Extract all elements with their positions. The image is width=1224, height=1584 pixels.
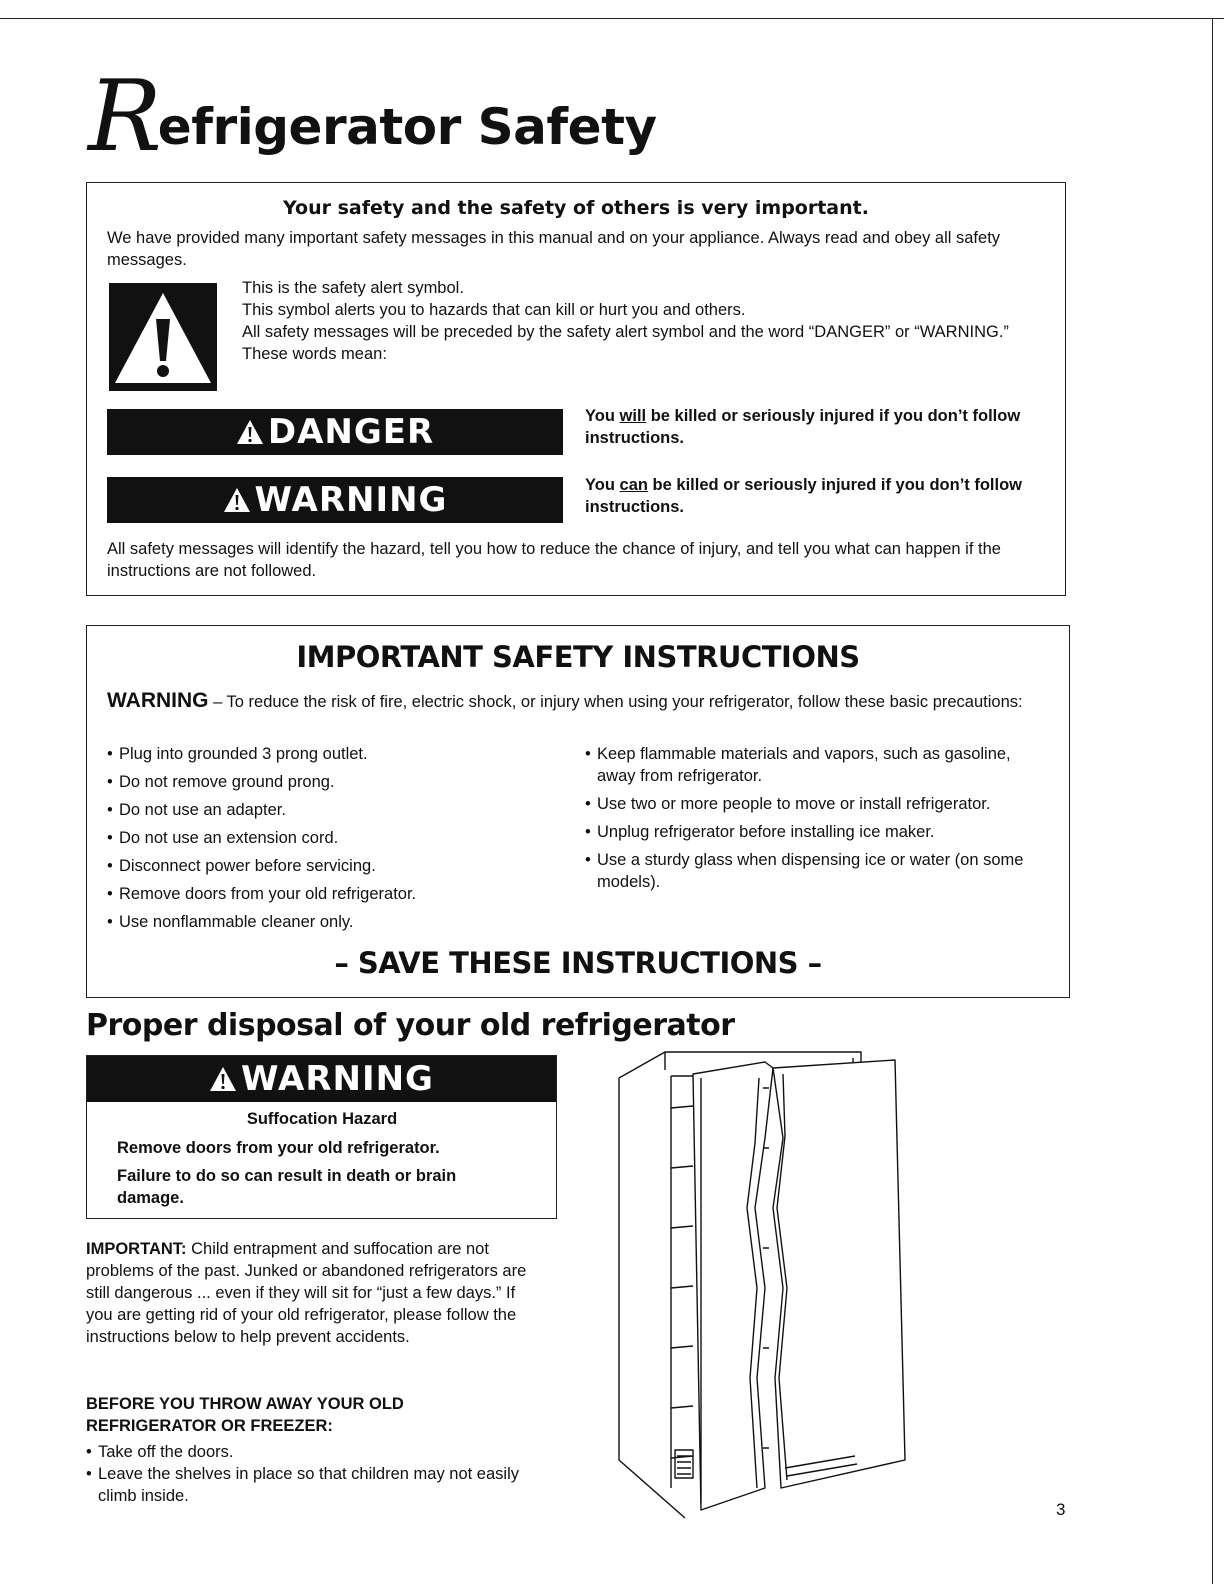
warning-signal-bar — [107, 477, 563, 523]
instructions-warning-word: WARNING — [107, 689, 209, 712]
list-item: • Use a sturdy glass when dispensing ice or water (on some models). — [585, 849, 1037, 893]
warning-label: WARNING — [254, 480, 448, 520]
list-item: • Disconnect power before servicing. — [107, 855, 547, 877]
danger-label: DANGER — [267, 412, 435, 452]
important-paragraph — [86, 1238, 541, 1348]
refrigerator-illustration — [605, 1048, 935, 1523]
precautions-left-list — [107, 743, 547, 933]
important-instructions-box — [86, 625, 1070, 998]
precautions-right-list — [585, 743, 1065, 893]
intro-footer: All safety messages will identify the hazard, tell you how to reduce the chance of injury, and tell you what can happen if the instructions are not followed. — [107, 540, 1001, 580]
alert-line: All safety messages will be preceded by the safety alert symbol and the word “DANGER” or “WARNING.” These words mean: — [242, 323, 1009, 363]
before-heading: BEFORE YOU THROW AWAY YOUR OLD REFRIGERATOR OR FREEZER: — [86, 1395, 404, 1435]
page-number: 3 — [1056, 1500, 1066, 1519]
page-frame-right — [1212, 18, 1213, 1584]
list-item: • Do not remove ground prong. — [107, 771, 547, 793]
intro-heading: Your safety and the safety of others is very important. — [283, 197, 869, 219]
warning-triangle-icon — [223, 487, 251, 513]
hazard-title: Suffocation Hazard — [246, 1110, 398, 1128]
warning-text-post: be killed or seriously injured if you don’t follow instructions. — [585, 476, 1023, 516]
instructions-warning — [107, 690, 1052, 713]
danger-text-post: be killed or seriously injured if you don’t follow instructions. — [585, 407, 1021, 447]
hazard-line-1: Remove doors from your old refrigerator. — [117, 1139, 440, 1157]
important-text: Child entrapment and suffocation are not problems of the past. Junked or abandoned refrigerators are still dangerous ... even if they will sit for “just a few days.” If you are getting rid of your old refrigerator, please follow the instructions below to help prevent accidents. — [86, 1240, 527, 1346]
hazard-line-2: Failure to do so can result in death or brain damage. — [117, 1167, 457, 1207]
list-item: • Use nonflammable cleaner only. — [107, 911, 547, 933]
alert-lines — [242, 277, 1042, 365]
warning-triangle-icon — [209, 1066, 237, 1092]
list-item: • Plug into grounded 3 prong outlet. — [107, 743, 547, 765]
title-text: efrigerator Safety — [157, 98, 657, 156]
warning-text-pre: You — [585, 476, 620, 494]
list-item: • Take off the doors. — [86, 1441, 546, 1463]
alert-line: This is the safety alert symbol. — [242, 279, 464, 297]
list-item: • Keep flammable materials and vapors, such as gasoline, away from refrigerator. — [585, 743, 1017, 787]
disposal-heading: Proper disposal of your old refrigerator — [86, 1008, 735, 1043]
page-frame-top — [0, 18, 1224, 19]
list-item: • Leave the shelves in place so that children may not easily climb inside. — [86, 1463, 548, 1507]
alert-line: This symbol alerts you to hazards that can kill or hurt you and others. — [242, 301, 746, 319]
danger-text-emphasis: will — [619, 407, 647, 425]
title-initial: R — [88, 60, 158, 174]
warning-triangle-icon — [236, 419, 264, 445]
list-item: • Remove doors from your old refrigerator. — [107, 883, 547, 905]
danger-text-pre: You — [585, 407, 620, 425]
safety-alert-symbol — [109, 283, 217, 391]
disposal-warning-bar — [87, 1056, 556, 1102]
warning-text-emphasis: can — [619, 476, 648, 494]
suffocation-warning-box — [86, 1055, 557, 1219]
list-item: • Unplug refrigerator before installing ice maker. — [585, 821, 1065, 843]
warning-description — [585, 474, 1055, 518]
page-title — [88, 60, 657, 180]
intro-paragraph: We have provided many important safety messages in this manual and on your appliance. Always read and obey all safety messages. — [107, 229, 1001, 269]
list-item: • Do not use an extension cord. — [107, 827, 547, 849]
instructions-warning-text: – To reduce the risk of fire, electric shock, or injury when using your refrigerator, follow these basic precautions: — [208, 693, 1023, 711]
disposal-warning-label: WARNING — [241, 1059, 434, 1099]
disposal-steps-list — [86, 1441, 546, 1507]
warning-triangle-icon — [109, 283, 217, 391]
list-item: • Do not use an adapter. — [107, 799, 547, 821]
list-item: • Use two or more people to move or install refrigerator. — [585, 793, 1065, 815]
important-label: IMPORTANT: — [86, 1240, 187, 1258]
safety-intro-box — [86, 182, 1066, 596]
danger-description — [585, 405, 1055, 449]
save-instructions: – SAVE THESE INSTRUCTIONS – — [334, 946, 822, 980]
instructions-heading: IMPORTANT SAFETY INSTRUCTIONS — [296, 640, 860, 674]
danger-signal-bar — [107, 409, 563, 455]
